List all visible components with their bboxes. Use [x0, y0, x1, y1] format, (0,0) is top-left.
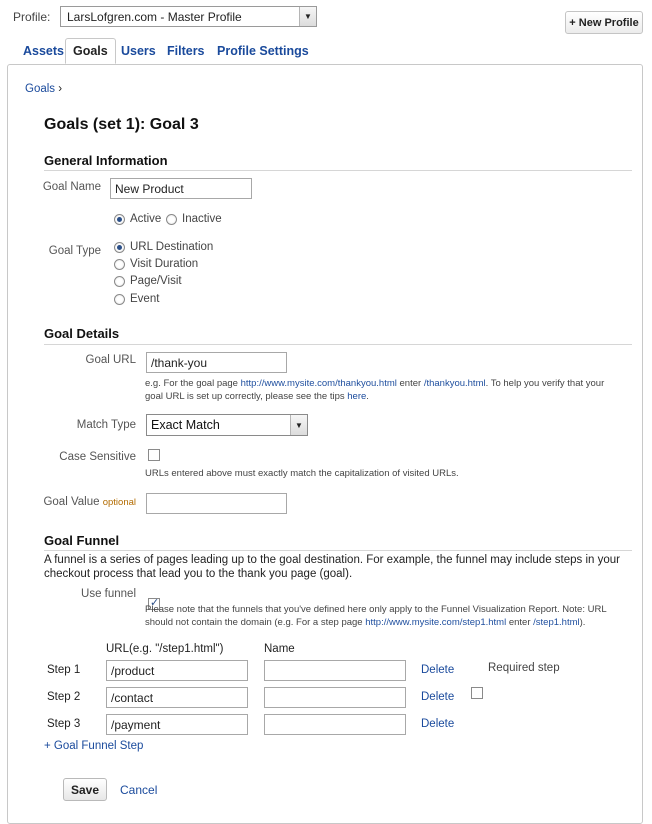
- profile-select[interactable]: [60, 6, 317, 27]
- funnel-note: Please note that the funnels that you've defined here only apply to the Funnel Visualization Report. Note: URL should not contain the domain (e.g. For a step page http://www.mysite.com/step1.html enter /step1.html).: [145, 604, 607, 628]
- step-1-name-input[interactable]: [264, 660, 406, 681]
- goal-url-help: e.g. For the goal page http://www.mysite.com/thankyou.html enter /thankyou.html. To help you verify that your goal URL is set up correctly, please see the tips here.: [145, 378, 605, 402]
- step-1-url-input[interactable]: /product: [106, 660, 248, 681]
- goal-value-input[interactable]: [146, 493, 287, 514]
- breadcrumb: [25, 83, 62, 95]
- required-step-label: Required step: [488, 662, 560, 674]
- goal-type-url-destination[interactable]: URL Destination: [114, 241, 213, 253]
- step-2-name-input[interactable]: [264, 687, 406, 708]
- optional-hint: optional: [102, 497, 136, 508]
- case-sensitive-label: Case Sensitive: [59, 451, 136, 463]
- profile-label: Profile:: [13, 10, 51, 24]
- section-divider: [44, 550, 632, 551]
- step-2-label: Step 2: [47, 691, 81, 703]
- step-3-name-input[interactable]: [264, 714, 406, 735]
- case-sensitive-checkbox[interactable]: [148, 449, 160, 461]
- tab-users[interactable]: Users: [121, 44, 156, 58]
- step-3-label: Step 3: [47, 718, 81, 730]
- radio-event[interactable]: [114, 294, 125, 305]
- goal-type-event[interactable]: Event: [114, 293, 159, 305]
- breadcrumb-separator: ›: [58, 83, 63, 95]
- section-funnel-title: Goal Funnel: [44, 533, 120, 548]
- step-1-label: Step 1: [47, 664, 81, 676]
- tab-filters[interactable]: Filters: [167, 44, 205, 58]
- step-2-url-input[interactable]: /contact: [106, 687, 248, 708]
- page-title: Goals (set 1): Goal 3: [44, 116, 199, 133]
- section-divider: [44, 170, 632, 171]
- example-goal-url: http://www.mysite.com/thankyou.html: [240, 378, 397, 389]
- new-profile-button[interactable]: + New Profile: [565, 11, 643, 34]
- radio-inactive[interactable]: [166, 214, 177, 225]
- cancel-link[interactable]: Cancel: [120, 783, 158, 797]
- tab-profile-settings[interactable]: Profile Settings: [217, 44, 309, 58]
- case-sensitive-help: URLs entered above must exactly match the capitalization of visited URLs.: [145, 468, 459, 479]
- section-divider: [44, 344, 632, 345]
- goal-name-input[interactable]: New Product: [110, 178, 252, 199]
- use-funnel-label: Use funnel: [81, 588, 136, 600]
- add-funnel-step-link[interactable]: + Goal Funnel Step: [44, 740, 144, 752]
- radio-active[interactable]: [114, 214, 125, 225]
- goal-type-label: Goal Type: [48, 245, 101, 257]
- goal-name-label: Goal Name: [42, 181, 101, 193]
- goal-type-page-visit[interactable]: Page/Visit: [114, 275, 182, 287]
- content-panel: [7, 64, 643, 824]
- section-general-title: General Information: [44, 153, 168, 168]
- step-3-url-input[interactable]: /payment: [106, 714, 248, 735]
- radio-page-visit[interactable]: [114, 276, 125, 287]
- funnel-intro: A funnel is a series of pages leading up to the goal destination. For example, the funnel may include steps in your checkout process that lead you to the thank you page (goal).: [44, 554, 620, 580]
- status-active-option[interactable]: Active: [114, 213, 161, 225]
- radio-url-destination[interactable]: [114, 242, 125, 253]
- chevron-down-icon[interactable]: ▼: [290, 415, 307, 435]
- tips-here-link[interactable]: here: [347, 391, 367, 402]
- goal-url-input[interactable]: /thank-you: [146, 352, 287, 373]
- chevron-down-icon[interactable]: ▼: [299, 7, 316, 26]
- goal-value-label: Goal Value optional: [43, 496, 136, 508]
- match-type-label: Match Type: [76, 419, 136, 431]
- profile-select-value: LarsLofgren.com - Master Profile: [67, 9, 242, 24]
- save-button[interactable]: Save: [63, 778, 107, 801]
- step-2-delete-link[interactable]: Delete: [421, 691, 455, 703]
- funnel-url-column-header: URL(e.g. "/step1.html"): [106, 643, 224, 655]
- breadcrumb-goals-link[interactable]: Goals: [25, 83, 56, 95]
- funnel-name-column-header: Name: [264, 643, 295, 655]
- goal-type-visit-duration[interactable]: Visit Duration: [114, 258, 198, 270]
- step-1-delete-link[interactable]: Delete: [421, 664, 455, 676]
- tab-assets[interactable]: Assets: [23, 44, 64, 58]
- section-details-title: Goal Details: [44, 326, 120, 341]
- status-inactive-option[interactable]: Inactive: [166, 213, 222, 225]
- required-step-checkbox[interactable]: [471, 687, 483, 699]
- radio-visit-duration[interactable]: [114, 259, 125, 270]
- tab-goals[interactable]: Goals: [65, 38, 116, 64]
- step-3-delete-link[interactable]: Delete: [421, 718, 455, 730]
- match-type-select[interactable]: [146, 414, 308, 436]
- match-type-value: Exact Match: [151, 418, 220, 432]
- goal-url-label: Goal URL: [85, 354, 136, 366]
